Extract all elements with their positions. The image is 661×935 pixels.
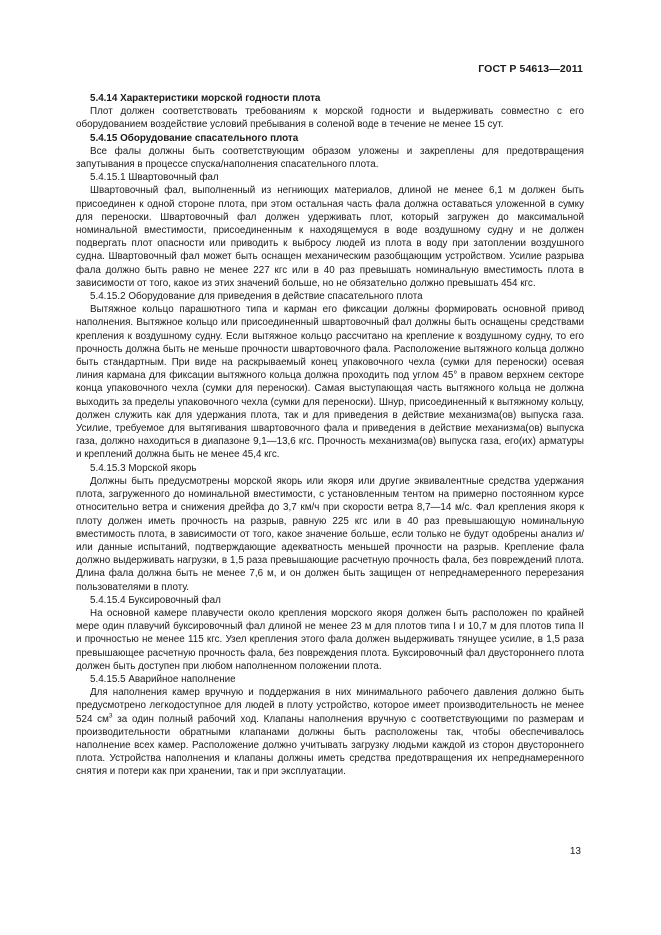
paragraph: Для наполнения камер вручную и поддержания в них минимального рабочего давления должно быть предусмотрено легкодоступное для людей в плоту устройство, которое имеет производительность не менее 524 $см^3$ за один полный рабочий ход. Клапаны наполнения вручную с соответствующими по размерам и производительности обратными клапанами должны быть расположены так, чтобы обеспечивалось наполнение всех камер. Расположение должно учитывать загрузку людьми каждой из сторон двустороннего плота. Устройства наполнения и клапаны должны иметь средства предотвращения их непреднамеренного снятия и потери как при хранении, так и при эксплуатации. xyxy=(76,687,584,778)
subsection-title: Аварийное наполнение xyxy=(128,673,236,685)
superscript: 3 xyxy=(108,712,113,720)
subsection-number: 5.4.15.1 xyxy=(90,172,126,184)
page-number: 13 xyxy=(569,846,581,857)
document-body xyxy=(76,92,584,779)
subsection-title: Буксировочный фал xyxy=(128,594,221,606)
section-number: 5.4.14 xyxy=(90,93,118,104)
paragraph: На основной камере плавучести около крепления морского якоря должен быть расположен по крайней мере один плавучий буксировочный фал длиной не менее 23 м для плотов типа I и 10,7 м для плотов типа II и прочностью не менее 115 кгс. Узел крепления этого фала должен выдерживать тянущее усилие, в 1,5 раза превышающее расчетную прочность фала, без повреждения плота. Буксировочный фал двустороннего плота должен быть доступен при любом наполненном положении плота. xyxy=(76,607,584,672)
paragraph: Швартовочный фал, выполненный из негниющих материалов, длиной не менее 6,1 м должен быть присоединен к одной стороне плота, при этом остальная часть фала должна оставаться уложенной в сумку для переноски. Швартовочный фал должен удерживать плот, который загружен до максимальной номинальной вместимости, присоединенным к находящемуся в воде воздушному судну и не должен подвергать плот опасности или приводить к выбросу людей из плота в воду при затоплении воздушного судна. Швартовочный фал может быть оснащен механическим разобщающим устройством. Усилие разрыва фала должно быть равно не менее 227 кгс или в 40 раз превышать номинальную вместимость плота в зависимости от того, какое из этих значений больше, но не обязательно должно превышать 454 кгс. xyxy=(76,185,584,289)
subsection-heading-5-4-15-5 xyxy=(76,673,584,686)
subsection-number: 5.4.15.5 xyxy=(90,673,126,685)
section-title: Характеристики морской годности плота xyxy=(120,93,321,104)
paragraph: Вытяжное кольцо парашютного типа и карман его фиксации должны формировать основной привод наполнения. Вытяжное кольцо или присоединенный швартовочный фал должны быть оснащены средствами крепления к воздушному судну. Если вытяжное кольцо рассчитано на крепление к воздушному судну, то его прочность должна быть не меньше прочности швартовочного фала. Расположение вытяжного кольца должно быть стандартным. При виде на раскрываемый конец упаковочного чехла (сумки для переноски) осевая линия кармана для фиксации вытяжного кольца должна проходить под углом 45° в правом верхнем секторе конца упаковочного чехла (сумки для переноски). Самая выступающая часть вытяжного кольца не должна выходить за пределы упаковочного чехла (сумки для переноски). Шнур, присоединенный к вытяжному кольцу, должен служить как для удержания плота, так и для приведения в действие механизма(ов) выпуска газа. Усилие, требуемое для вытягивания швартовочного фала и приведения в действие механизма(ов) выпуска газа, должно находиться в диапазоне 9,1—13,6 кгс. Прочность механизма(ов) выпуска газа, его(их) арматуры и креплений должна быть не менее 45,4 кгс. xyxy=(76,304,584,461)
subsection-title: Оборудование для приведения в действие спасательного плота xyxy=(128,291,423,303)
section-heading-5-4-15 xyxy=(76,132,584,145)
section-number: 5.4.15 xyxy=(90,132,118,144)
subsection-title: Швартовочный фал xyxy=(128,172,219,184)
subsection-heading-5-4-15-2 xyxy=(76,290,584,303)
subsection-number: 5.4.15.4 xyxy=(90,594,126,606)
subsection-heading-5-4-15-3 xyxy=(76,462,584,475)
subsection-heading-5-4-15-1 xyxy=(76,171,584,184)
paragraph: Плот должен соответствовать требованиям к морской годности и выдерживать совместно с его оборудованием воздействие условий пребывания в соленой воде в течение не менее 15 сут. xyxy=(76,106,584,131)
section-title: Оборудование спасательного плота xyxy=(120,132,299,144)
paragraph: Все фалы должны быть соответствующим образом уложены и закреплены для предотвращения запутывания в процессе спуска/наполнения спасательного плота. xyxy=(76,145,584,171)
section-heading-5-4-14 xyxy=(76,92,584,105)
subsection-heading-5-4-15-4 xyxy=(76,594,584,607)
paragraph: Должны быть предусмотрены морской якорь или якоря или другие эквивалентные средства удержания плота, загруженного до номинальной вместимости, с установленным тентом на примерно постоянном курсе относительно ветра и снижения дрейфа до 3,7 км/ч при скорости ветра 8,7—14 м/с. Фал крепления якоря к плоту должен иметь прочность на разрыв, равную 225 кгс или в 40 раз превышающую номинальную вместимость плота, в зависимости от того, какое значение больше, если только не будут одобрены анализ и/или данные испытаний, подтверждающие адекватность меньшей прочности на разрыв. Крепление фала должно выдерживать нагрузки, в 1,5 раза превышающие расчетную прочность фала, без повреждений плота. Длина фала должна быть не менее 7,6 м, и он должен быть защищен от непреднамеренного перерезания пользователями в плоту. xyxy=(76,475,584,593)
subsection-number: 5.4.15.3 xyxy=(90,462,126,474)
subsection-number: 5.4.15.2 xyxy=(90,291,126,303)
standard-header: ГОСТ Р 54613—2011 xyxy=(478,63,583,75)
subsection-title: Морской якорь xyxy=(128,462,197,474)
